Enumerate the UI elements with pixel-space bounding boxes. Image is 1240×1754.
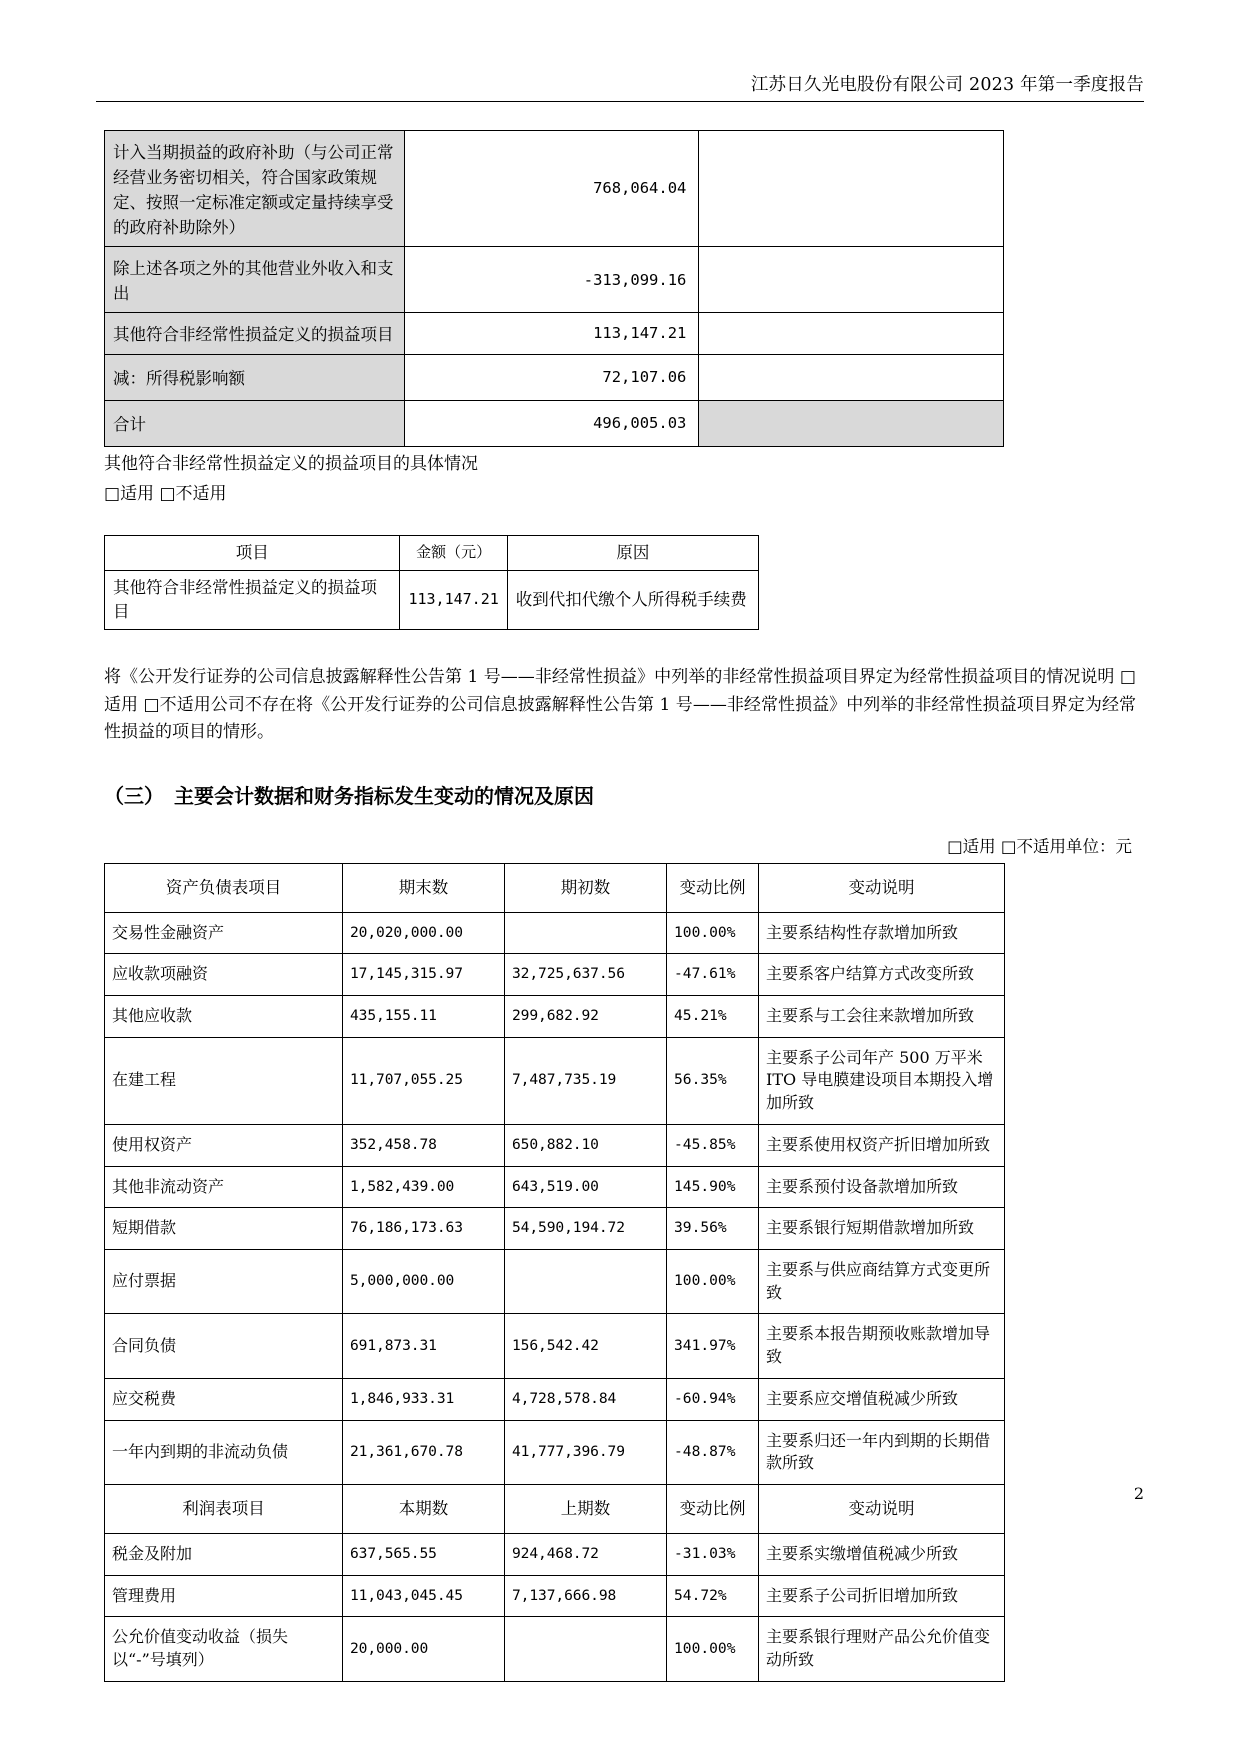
cell-prior: 7,137,666.98 <box>505 1575 667 1617</box>
column-header-amount: 金额（元） <box>400 536 507 571</box>
page-content <box>104 130 1136 1682</box>
table-row <box>105 1420 1005 1484</box>
cell-item: 应收款项融资 <box>105 954 343 996</box>
cell-end: 1,582,439.00 <box>343 1166 505 1208</box>
table-row <box>105 1314 1005 1378</box>
column-header-change: 变动比例 <box>667 1485 759 1534</box>
main-table-body <box>105 863 1005 1681</box>
cell-end: 17,145,315.97 <box>343 954 505 996</box>
detail-applicability <box>104 481 1136 507</box>
cell-item: 管理费用 <box>105 1575 343 1617</box>
cell-begin <box>505 1249 667 1313</box>
checkbox-applicable-icon: □ <box>947 836 963 856</box>
detail-table-head <box>105 536 759 571</box>
detail-table-body <box>105 571 759 630</box>
cell-reason: 主要系子公司年产 500 万平米 ITO 导电膜建设项目本期投入增加所致 <box>759 1037 1005 1124</box>
page-number: 2 <box>1133 1484 1144 1503</box>
other-items-detail-table <box>104 535 759 630</box>
cell-change: 145.90% <box>667 1166 759 1208</box>
cell-change: -45.85% <box>667 1124 759 1166</box>
cell-reason: 主要系实缴增值税减少所致 <box>759 1533 1005 1575</box>
column-header-prior: 上期数 <box>505 1485 667 1534</box>
cell-begin: 54,590,194.72 <box>505 1208 667 1250</box>
cell-reason: 主要系使用权资产折旧增加所致 <box>759 1124 1005 1166</box>
row-amount: 768,064.04 <box>404 131 699 247</box>
cell-begin: 4,728,578.84 <box>505 1378 667 1420</box>
cell-prior: 924,468.72 <box>505 1533 667 1575</box>
cell-reason: 主要系预付设备款增加所致 <box>759 1166 1005 1208</box>
table-row <box>105 571 759 630</box>
cell-reason: 收到代扣代缴个人所得税手续费 <box>507 571 758 630</box>
cell-reason: 主要系结构性存款增加所致 <box>759 912 1005 954</box>
cell-reason: 主要系应交增值税减少所致 <box>759 1378 1005 1420</box>
cell-reason: 主要系本报告期预收账款增加导致 <box>759 1314 1005 1378</box>
cell-item: 其他非流动资产 <box>105 1166 343 1208</box>
cell-end: 21,361,670.78 <box>343 1420 505 1484</box>
cell-change: -60.94% <box>667 1378 759 1420</box>
cell-end: 1,846,933.31 <box>343 1378 505 1420</box>
cell-current: 20,000.00 <box>343 1617 505 1681</box>
table-row <box>105 313 1004 354</box>
section-applicability-unit <box>104 833 1136 857</box>
cell-reason: 主要系银行理财产品公允价值变动所致 <box>759 1617 1005 1681</box>
column-header-balance-item: 资产负债表项目 <box>105 863 343 912</box>
nonrecurring-table-body <box>105 131 1004 447</box>
cell-change: -31.03% <box>667 1533 759 1575</box>
cell-item: 其他应收款 <box>105 995 343 1037</box>
cell-end: 352,458.78 <box>343 1124 505 1166</box>
cell-begin: 643,519.00 <box>505 1166 667 1208</box>
cell-end: 691,873.31 <box>343 1314 505 1378</box>
table-row <box>105 1037 1005 1124</box>
column-header-reason: 变动说明 <box>759 863 1005 912</box>
section-number: （三） <box>104 783 164 808</box>
row-blank-cell <box>699 400 1004 446</box>
cell-change: 45.21% <box>667 995 759 1037</box>
table-row <box>105 1533 1005 1575</box>
column-header-item: 项目 <box>105 536 400 571</box>
cell-end: 76,186,173.63 <box>343 1208 505 1250</box>
cell-change: 341.97% <box>667 1314 759 1378</box>
cell-item: 一年内到期的非流动负债 <box>105 1420 343 1484</box>
column-header-income-item: 利润表项目 <box>105 1485 343 1534</box>
cell-change: 39.56% <box>667 1208 759 1250</box>
nonrecurring-items-table <box>104 130 1004 447</box>
cell-end: 20,020,000.00 <box>343 912 505 954</box>
row-label: 除上述各项之外的其他营业外收入和支出 <box>105 247 405 313</box>
cell-begin: 156,542.42 <box>505 1314 667 1378</box>
financial-variation-table <box>104 863 1005 1682</box>
row-amount: 113,147.21 <box>404 313 699 354</box>
column-header-change: 变动比例 <box>667 863 759 912</box>
cell-begin <box>505 912 667 954</box>
column-header-reason: 变动说明 <box>759 1485 1005 1534</box>
cell-item: 短期借款 <box>105 1208 343 1250</box>
detail-note-title: 其他符合非经常性损益定义的损益项目的具体情况 <box>104 453 478 474</box>
column-header-current: 本期数 <box>343 1485 505 1534</box>
table-row <box>105 1166 1005 1208</box>
cell-change: -47.61% <box>667 954 759 996</box>
cell-current: 11,043,045.45 <box>343 1575 505 1617</box>
running-header: 江苏日久光电股份有限公司 2023 年第一季度报告 <box>750 75 1144 95</box>
cell-item: 其他符合非经常性损益定义的损益项目 <box>105 571 400 630</box>
cell-item: 交易性金融资产 <box>105 912 343 954</box>
checkbox-applicable-icon: □ <box>104 483 121 504</box>
row-amount-total: 496,005.03 <box>404 400 699 446</box>
column-header-begin: 期初数 <box>505 863 667 912</box>
cell-current: 637,565.55 <box>343 1533 505 1575</box>
row-blank-cell <box>699 247 1004 313</box>
cell-item: 税金及附加 <box>105 1533 343 1575</box>
table-row <box>105 1378 1005 1420</box>
cell-item: 公允价值变动收益（损失以“-”号填列） <box>105 1617 343 1681</box>
row-blank-cell <box>699 131 1004 247</box>
cell-reason: 主要系与供应商结算方式变更所致 <box>759 1249 1005 1313</box>
table-row <box>105 247 1004 313</box>
table-row <box>105 1575 1005 1617</box>
cell-item: 在建工程 <box>105 1037 343 1124</box>
cell-amount: 113,147.21 <box>400 571 507 630</box>
table-header-row <box>105 536 759 571</box>
row-amount: 72,107.06 <box>404 354 699 400</box>
section-heading <box>104 781 1136 811</box>
cell-end: 5,000,000.00 <box>343 1249 505 1313</box>
row-blank-cell <box>699 354 1004 400</box>
cell-reason: 主要系子公司折旧增加所致 <box>759 1575 1005 1617</box>
column-header-reason: 原因 <box>507 536 758 571</box>
table-row <box>105 131 1004 247</box>
cell-begin: 32,725,637.56 <box>505 954 667 996</box>
cell-change: 56.35% <box>667 1037 759 1124</box>
cell-reason: 主要系客户结算方式改变所致 <box>759 954 1005 996</box>
cell-change: -48.87% <box>667 1420 759 1484</box>
table-row <box>105 1249 1005 1313</box>
row-label: 计入当期损益的政府补助（与公司正常经营业务密切相关，符合国家政策规定、按照一定标准定额或定量持续享受的政府补助除外） <box>105 131 405 247</box>
table-row <box>105 954 1005 996</box>
cell-reason: 主要系银行短期借款增加所致 <box>759 1208 1005 1250</box>
cell-prior <box>505 1617 667 1681</box>
cell-end: 11,707,055.25 <box>343 1037 505 1124</box>
table-row <box>105 354 1004 400</box>
table-row <box>105 1208 1005 1250</box>
nonrecurring-classification-paragraph: 将《公开发行证券的公司信息披露解释性公告第 1 号——非经常性损益》中列举的非经常性损益项目界定为经常性损益项目的情况说明 □适用 □不适用公司不存在将《公开发行证券的公司信息披露解释性公告第 1 号——非经常性损益》中列举的非经常性损益项目界定为经常性损益的项目的情形。 <box>104 667 1136 743</box>
cell-begin: 299,682.92 <box>505 995 667 1037</box>
table-row-total <box>105 400 1004 446</box>
cell-change: 100.00% <box>667 912 759 954</box>
header-rule <box>96 101 1144 102</box>
cell-item: 应付票据 <box>105 1249 343 1313</box>
row-label: 其他符合非经常性损益定义的损益项目 <box>105 313 405 354</box>
cell-change: 100.00% <box>667 1249 759 1313</box>
cell-item: 使用权资产 <box>105 1124 343 1166</box>
cell-end: 435,155.11 <box>343 995 505 1037</box>
cell-item: 应交税费 <box>105 1378 343 1420</box>
applicability-unit-text: 适用 □不适用单位：元 <box>962 836 1132 856</box>
cell-begin: 650,882.10 <box>505 1124 667 1166</box>
row-label: 减：所得税影响额 <box>105 354 405 400</box>
table-row <box>105 995 1005 1037</box>
row-blank-cell <box>699 313 1004 354</box>
table-row <box>105 1124 1005 1166</box>
cell-begin: 7,487,735.19 <box>505 1037 667 1124</box>
row-amount: -313,099.16 <box>404 247 699 313</box>
table-row <box>105 912 1005 954</box>
table-header-row-balance <box>105 863 1005 912</box>
detail-applicability-text: 适用 □不适用 <box>120 483 227 504</box>
cell-item: 合同负债 <box>105 1314 343 1378</box>
table-row <box>105 1617 1005 1681</box>
cell-begin: 41,777,396.79 <box>505 1420 667 1484</box>
row-label-total: 合计 <box>105 400 405 446</box>
cell-change: 54.72% <box>667 1575 759 1617</box>
section-title: 主要会计数据和财务指标发生变动的情况及原因 <box>174 783 594 808</box>
column-header-end: 期末数 <box>343 863 505 912</box>
cell-change: 100.00% <box>667 1617 759 1681</box>
cell-reason: 主要系与工会往来款增加所致 <box>759 995 1005 1037</box>
cell-reason: 主要系归还一年内到期的长期借款所致 <box>759 1420 1005 1484</box>
